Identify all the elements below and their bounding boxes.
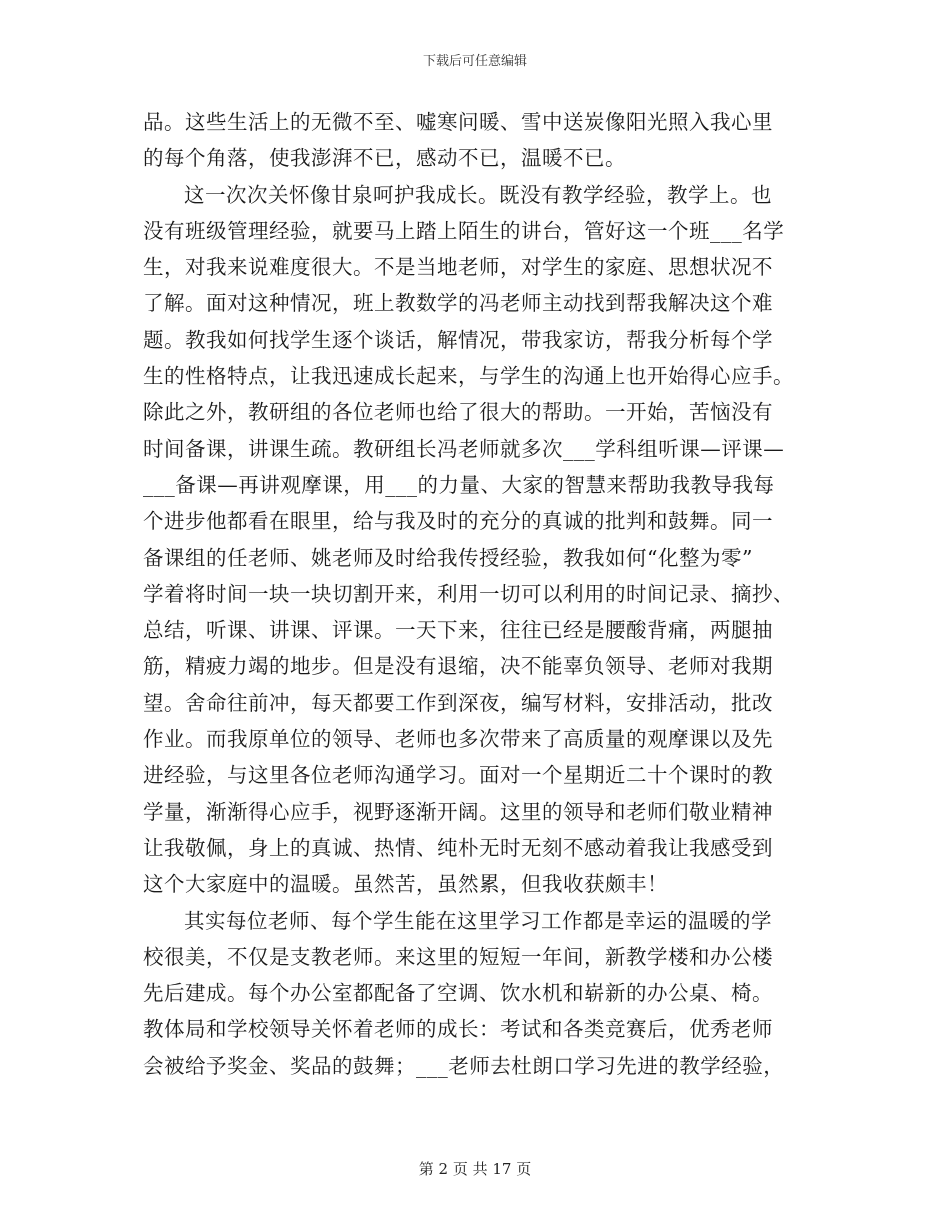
- document-body: [143, 104, 805, 1084]
- text-line: 其实每位老师、每个学生能在这里学习工作都是幸运的温暖的学: [184, 908, 772, 933]
- text-line: 总结，听课、讲课、评课。一天下来，往往已经是腰酸背痛，两腿抽: [143, 618, 773, 643]
- text-line: 了解。面对这种情况，班上教数学的冯老师主动找到帮我解决这个难: [143, 291, 773, 316]
- text-line: 这个大家庭中的温暖。虽然苦，虽然累，但我收获颇丰！: [143, 872, 668, 897]
- text-line: 个进步他都看在眼里，给与我及时的充分的真诚的批判和鼓舞。同一: [143, 509, 773, 534]
- text-line: 进经验，与这里各位老师沟通学习。面对一个星期近二十个课时的教: [143, 763, 773, 788]
- text-line: 学着将时间一块一块切割开来，利用一切可以利用的时间记录、摘抄、: [143, 581, 794, 606]
- text-line: 除此之外，教研组的各位老师也给了很大的帮助。一开始，苦恼没有: [143, 400, 773, 425]
- text-line: 没有班级管理经验，就要马上踏上陌生的讲台，管好这一个班___名学: [143, 218, 785, 243]
- text-line: 校很美，不仅是支教老师。来这里的短短一年间，新教学楼和办公楼: [143, 944, 773, 969]
- text-line: 时间备课，讲课生疏。教研组长冯老师就多次___学科组听课—评课—: [143, 436, 785, 461]
- page-header: 下载后可任意编辑: [422, 54, 527, 69]
- text-line: 教体局和学校领导关怀着老师的成长：考试和各类竞赛后，优秀老师: [143, 1017, 773, 1042]
- text-line: 生的性格特点，让我迅速成长起来，与学生的沟通上也开始得心应手。: [143, 364, 794, 389]
- page-number-footer: 第 2 页 共 17 页: [418, 1160, 532, 1178]
- text-line: 让我敬佩，身上的真诚、热情、纯朴无时无刻不感动着我让我感受到: [143, 835, 773, 860]
- text-line: 先后建成。每个办公室都配备了空调、饮水机和崭新的办公桌、椅。: [143, 981, 773, 1006]
- text-line: 学量，渐渐得心应手，视野逐渐开阔。这里的领导和老师们敬业精神: [143, 799, 773, 824]
- text-line: 备课组的任老师、姚老师及时给我传授经验，教我如何“化整为零”: [143, 545, 753, 570]
- text-line: 望。舍命往前冲，每天都要工作到深夜，编写材料，安排活动，批改: [143, 690, 773, 715]
- text-line: 筋，精疲力竭的地步。但是没有退缩，决不能辜负领导、老师对我期: [143, 654, 773, 679]
- text-line: 的每个角落，使我澎湃不已，感动不已，温暖不已。: [143, 146, 626, 171]
- text-line: 会被给予奖金、奖品的鼓舞；___老师去杜朗口学习先进的教学经验，: [143, 1053, 785, 1078]
- text-line: 品。这些生活上的无微不至、嘘寒问暖、雪中送炭像阳光照入我心里: [143, 110, 773, 134]
- text-line: 作业。而我原单位的领导、老师也多次带来了高质量的观摩课以及先: [143, 727, 773, 752]
- text-line: 这一次次关怀像甘泉呵护我成长。既没有教学经验，教学上。也: [184, 182, 772, 207]
- text-line: ___备课—再讲观摩课，用___的力量、大家的智慧来帮助我教导我每: [143, 472, 775, 497]
- text-line: 生，对我来说难度很大。不是当地老师，对学生的家庭、思想状况不: [143, 255, 773, 280]
- text-line: 题。教我如何找学生逐个谈话，解情况，带我家访，帮我分析每个学: [143, 327, 773, 352]
